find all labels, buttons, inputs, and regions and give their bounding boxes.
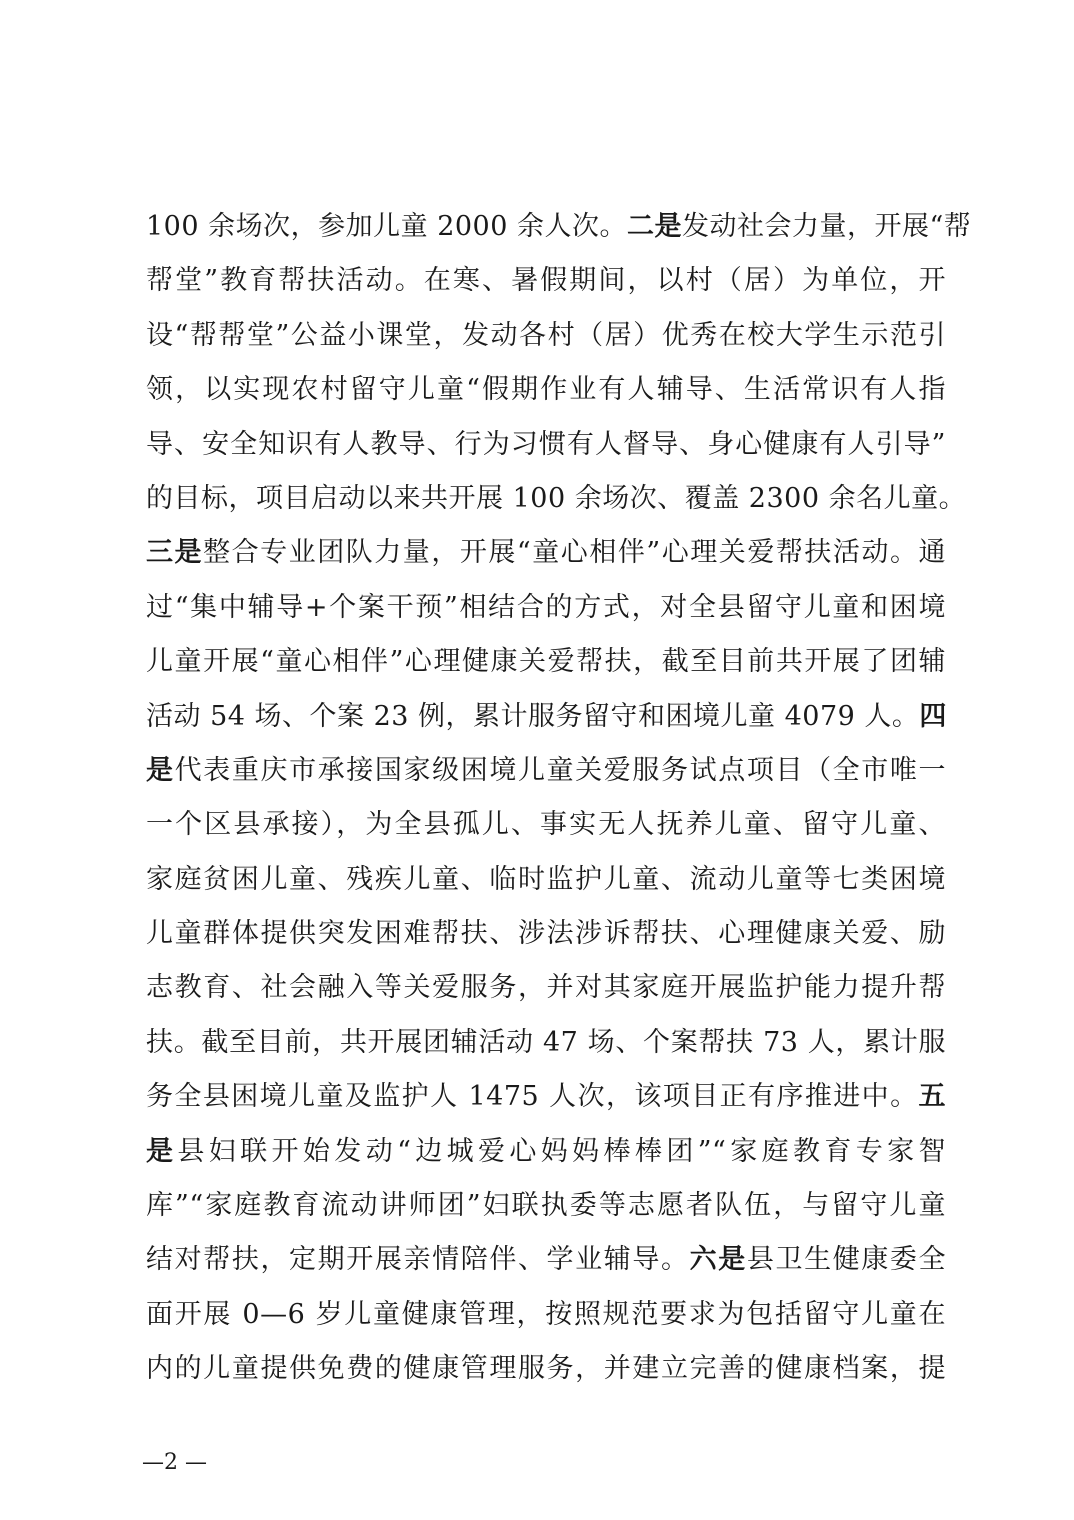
text-line [146, 1288, 946, 1342]
text-line [146, 635, 946, 689]
bold-keyword: 六是 [689, 1244, 747, 1276]
text-segment: 结对帮扶，定期开展亲情陪伴、学业辅导。 [146, 1244, 690, 1276]
text-line [146, 472, 967, 526]
text-line [146, 1070, 946, 1124]
text-segment: 帮堂”教育帮扶活动。在寒、暑假期间，以村（居）为单位，开 [146, 265, 946, 297]
text-segment: 儿童开展“童心相伴”心理健康关爱帮扶，截至目前共开展了团辅 [146, 646, 946, 678]
text-segment: 儿童群体提供突发困难帮扶、涉法涉诉帮扶、心理健康关爱、励 [146, 918, 946, 950]
text-line [146, 309, 946, 363]
bold-keyword: 五 [918, 1081, 946, 1113]
text-segment: 100 余场次，参加儿童 2000 余人次。 [146, 211, 627, 242]
page-number: —2 — [142, 1450, 207, 1475]
text-line [146, 418, 946, 472]
text-segment: 志教育、社会融入等关爱服务，并对其家庭开展监护能力提升帮 [146, 972, 946, 1004]
text-segment: 设“帮帮堂”公益小课堂，发动各村（居）优秀在校大学生示范引 [146, 319, 946, 351]
text-line [146, 1342, 946, 1396]
text-line [146, 1233, 946, 1287]
text-segment: 活动 54 场、个案 23 例，累计服务留守和困境儿童 4079 人。 [146, 700, 920, 732]
text-segment: 代表重庆市承接国家级困境儿童关爱服务试点项目（全市唯一 [174, 754, 947, 786]
text-segment: 过“集中辅导+个案干预”相结合的方式，对全县留守儿童和困境 [146, 591, 946, 623]
text-line [146, 744, 946, 798]
text-segment: 的目标，项目启动以来共开展 100 余场次、覆盖 2300 余名儿童。 [146, 482, 967, 514]
text-line [146, 1179, 946, 1233]
text-line [146, 853, 946, 907]
text-segment: 导、安全知识有人教导、行为习惯有人督导、身心健康有人引导” [146, 428, 946, 460]
text-line [146, 690, 946, 744]
text-segment: 领，以实现农村留守儿童“假期作业有人辅导、生活常识有人指 [146, 374, 946, 406]
text-line [146, 200, 972, 254]
body-paragraph [146, 200, 972, 1397]
text-line [146, 363, 946, 417]
text-segment: 一个区县承接），为全县孤儿、事实无人抚养儿童、留守儿童、 [146, 809, 946, 841]
text-line [146, 1125, 946, 1179]
text-segment: 扶。截至目前，共开展团辅活动 47 场、个案帮扶 73 人，累计服 [146, 1026, 946, 1058]
bold-keyword: 二是 [627, 211, 682, 242]
text-segment: 库”“家庭教育流动讲师团”妇联执委等志愿者队伍，与留守儿童 [146, 1190, 946, 1222]
text-line [146, 526, 946, 580]
text-line [146, 254, 946, 308]
bold-keyword: 四 [919, 700, 947, 732]
text-segment: 县卫生健康委全 [746, 1244, 947, 1276]
text-segment: 面开展 0—6 岁儿童健康管理，按照规范要求为包括留守儿童在 [146, 1298, 946, 1330]
text-segment: 务全县困境儿童及监护人 1475 人次，该项目正有序推进中。 [146, 1081, 919, 1113]
text-segment: 发动社会力量，开展“帮 [682, 211, 972, 242]
text-line [146, 581, 946, 635]
text-line [146, 907, 946, 961]
text-line [146, 798, 946, 852]
bold-keyword: 三是 [146, 537, 204, 569]
text-segment: 整合专业团队力量，开展“童心相伴”心理关爱帮扶活动。通 [203, 537, 947, 569]
text-line [146, 961, 946, 1015]
bold-keyword: 是 [146, 754, 175, 786]
text-segment: 县妇联开始发动“边城爱心妈妈棒棒团”“家庭教育专家智 [177, 1135, 946, 1167]
text-segment: 家庭贫困儿童、残疾儿童、临时监护儿童、流动儿童等七类困境 [146, 863, 946, 895]
bold-keyword: 是 [146, 1135, 178, 1167]
text-line [146, 1016, 946, 1070]
text-segment: 内的儿童提供免费的健康管理服务，并建立完善的健康档案，提 [146, 1353, 946, 1385]
